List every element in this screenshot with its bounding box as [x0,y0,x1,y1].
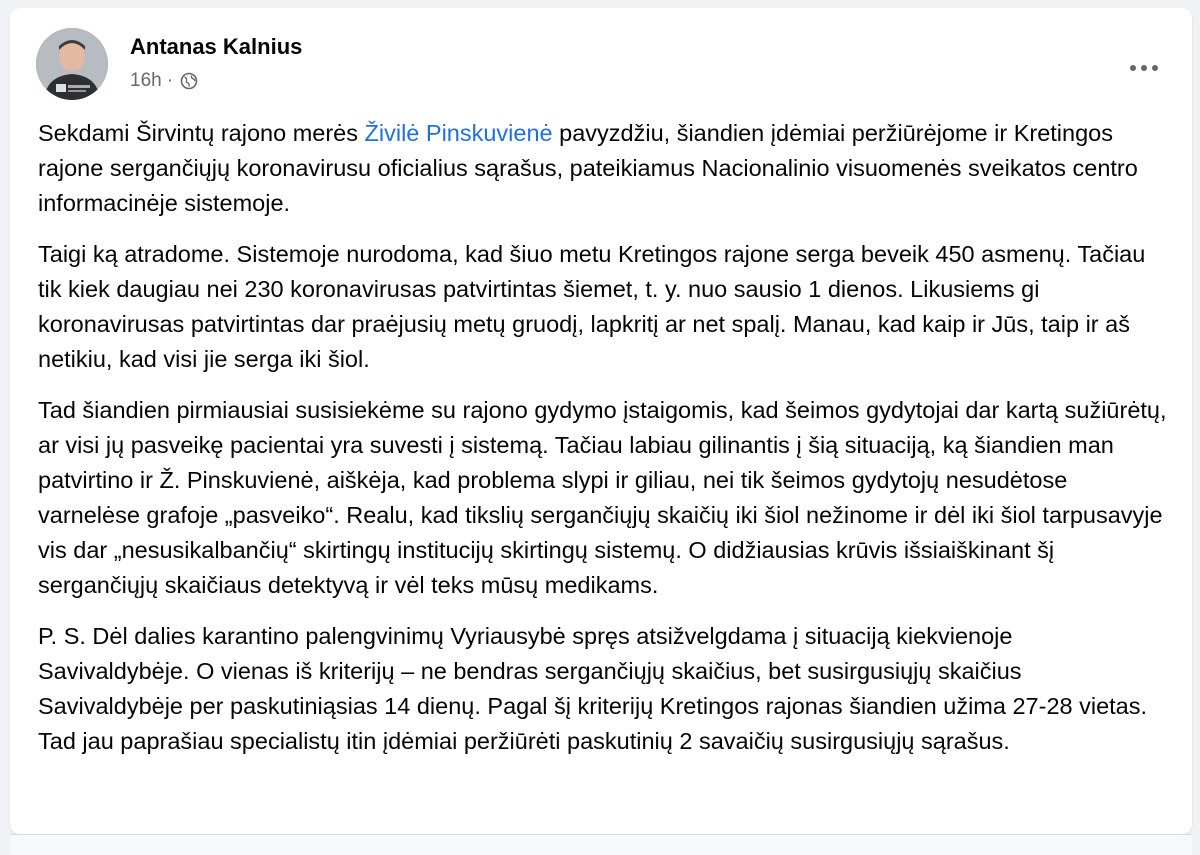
author-name[interactable]: Antanas Kalnius [130,34,303,59]
post-paragraph-2: Taigi ką atradome. Sistemoje nurodoma, kad šiuo metu Kretingos rajone serga beveik 450 asmenų. Tačiau tik kiek daugiau nei 230 koronavirusas patvirtintas šiemet, t. y. nuo sausio 1 dienos. Likusiems gi koronavirusas patvirtintas dar praėjusių metų gruodį, lapkritį ar net spalį. Manau, kad kaip ir Jūs, taip ir aš netikiu, kad visi jie serga iki šiol. [38,241,1146,372]
footer-strip [10,835,1192,855]
avatar-photo-icon [36,28,108,100]
post-paragraph-3: Tad šiandien pirmiausiai susisiekėme su rajono gydymo įstaigomis, kad šeimos gydytojai dar kartą sužiūrėtų, ar visi jų pasveikę pacientai yra suvesti į sistemą. Tačiau labiau gilinantis į šią situaciją, ką šiandien man patvirtino ir Ž. Pinskuvienė, aiškėja, kad problema slypi ir giliau, nei tik šeimos gydytojų nesudėtose varnelėse grafoje „pasveiko“. Realu, kad tikslių sergančiųjų skaičių iki šiol nežinome ir dėl iki šiol tarpusavyje vis dar „nesusikalbančių“ skirtingų institucijų skirtingų sistemų. O didžiausias krūvis išsiaiškinant šį sergančiųjų skaičiaus detektyvą ir vėl teks mūsų medikams. [38,397,1167,598]
mention-link[interactable]: Živilė Pinskuvienė [364,120,553,146]
meta-separator: · [166,70,174,91]
post-paragraph-4: P. S. Dėl dalies karantino palengvinimų Vyriausybė spręs atsižvelgdama į situaciją kiekvienoje Savivaldybėje. O vienas iš kriterijų – ne bendras sergančiųjų skaičius, bet susirgusiųjų skaičius Savivaldybėje per paskutiniąsias 14 dienų. Pagal šį kriterijų Kretingos rajonas šiandien užima 27-28 vietas. Tad jau paprašiau specialistų itin įdėmiai peržiūrėti paskutinių 2 savaičių susirgusiųjų sąrašus. [38,623,1148,754]
post-header [36,28,1176,100]
post-text [38,116,1168,775]
post-card [10,8,1192,834]
avatar[interactable] [36,28,108,100]
post-paragraph-1: Sekdami Širvintų rajono merės Živilė Pinskuvienė pavyzdžiu, šiandien įdėmiai peržiūrėjome ir Kretingos rajone sergančiųjų koronavirusu oficialius sąrašus, pateikiamus Nacionalinio visuomenės sveikatos centro informacinėje sistemoje. [38,120,1138,216]
post-meta [130,70,198,92]
more-options-icon[interactable] [1124,56,1164,80]
globe-icon[interactable] [180,72,198,90]
post-timestamp[interactable]: 16h [130,70,162,91]
